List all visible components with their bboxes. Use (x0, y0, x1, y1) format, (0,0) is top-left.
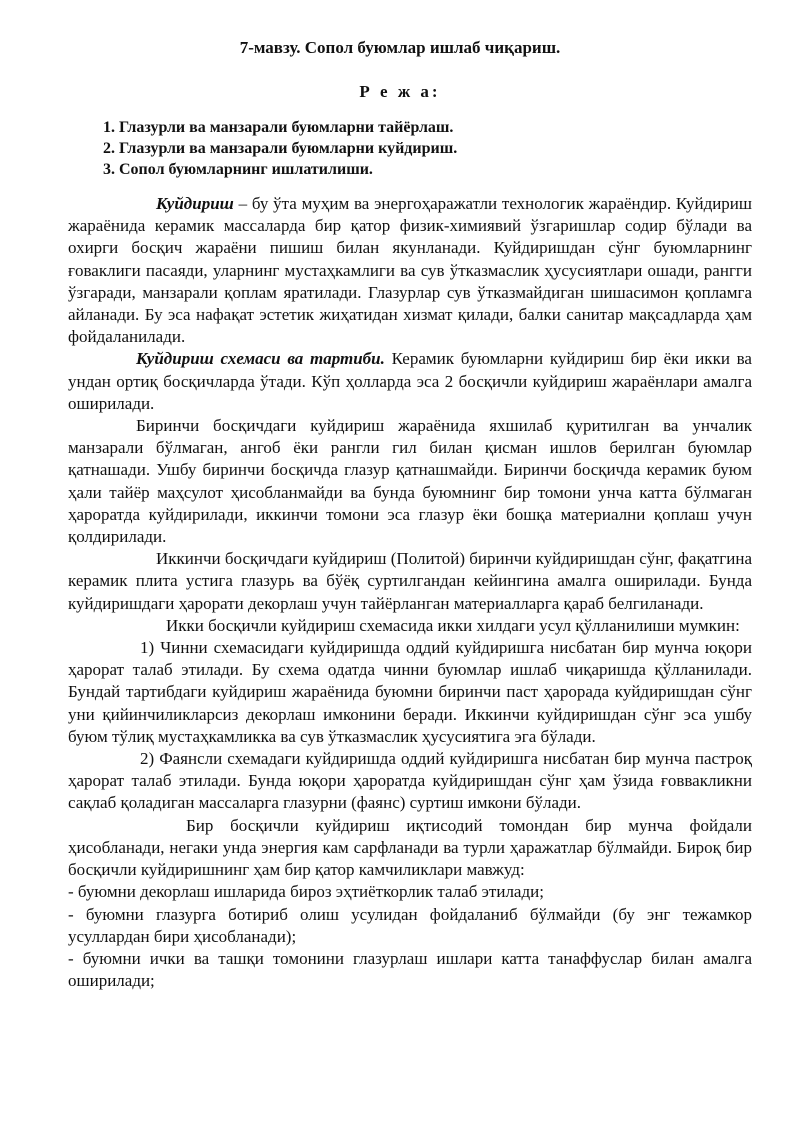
body-text (68, 193, 752, 992)
paragraph-4: Иккинчи босқичдаги куйдириш (Политой) биринчи куйдиришдан сўнг, фақатгина керамик плита устига глазурь ва бўёқ суртилгандан кейингина амалга оширилади. Бунда куйдиришдаги ҳарорати декорлаш учун тайёрланган материалларга қараб белгиланади. (68, 549, 752, 613)
paragraph-1 (68, 193, 752, 348)
term-scheme: Куйдириш схемаси ва тартиби. (136, 349, 385, 369)
document-title: 7-мавзу. Сопол буюмлар ишлаб чиқариш. (239, 38, 561, 57)
plan-item: 2. Глазурли ва манзарали буюмларни куйдириш. (103, 140, 458, 157)
paragraph-2-text: Керамик буюмларни куйдириш бир ёки икки ва ундан ортиқ босқичларда ўтади. Кўп ҳолларда эса 2 босқичли куйдириш жараёнлари амалга оширилади. (68, 349, 752, 413)
paragraph-6: 1) Чинни схемасидаги куйдиришда оддий куйдиришга нисбатан бир мунча юқори ҳарорат талаб этилади. Бу схема одатда чинни буюмлар ишлаб чиқаришда қўлланилади. Бундай тартибдаги куйдириш жараёнида буюмни биринчи паст ҳарорада куйдиришдан сўнг уни қийинчиликларсиз декорлаш имконини беради. Иккинчи куйдиришдан сўнг эса ушбу буюм тўлиқ мустаҳкамликка ва сув ўтказмаслик ҳусусиятига эга бўлади. (68, 638, 752, 746)
paragraph-5: Икки босқичли куйдириш схемасида икки хилдаги усул қўлланилиши мумкин: (166, 615, 740, 635)
paragraph-3: Биринчи босқичдаги куйдириш жараёнида яхшилаб қуритилган ва унчалик манзарали бўлмаган, ангоб ёки рангли гил билан қисман ишлов берилган буюмлар қатнашади. Ушбу биринчи босқичда глазур қатнашмайди. Биринчи босқичда керамик буюм ҳали тайёр маҳсулот ҳисобланмайди ва бунда буюмнинг бир томони унча катта бўлмаган ҳароратда куйдирилади, иккинчи томони эса глазур ёки бошқа материални қоплаш учун қолдирилади. (68, 416, 752, 547)
drawback-item-2: - буюмни глазурга ботириб олиш усулидан фойдаланиб бўлмайди (бу энг тежамкор усуллардан бири ҳисобланади); (68, 904, 752, 946)
plan-item: 1. Глазурли ва манзарали буюмларни тайёрлаш. (103, 119, 454, 136)
plan-item: 3. Сопол буюмларнинг ишлатилиши. (103, 161, 373, 178)
paragraph-8: Бир босқичли куйдириш иқтисодий томондан бир мунча фойдали ҳисобланади, негаки унда энергия кам сарфланади ва турли ҳаражатлар бўлмайди. Бироқ бир босқичли куйдиришнинг ҳам бир қатор камчиликлари мавжуд: (68, 815, 752, 880)
plan-list (103, 117, 457, 180)
paragraph-7: 2) Фаянсли схемадаги куйдиришда оддий куйдиришга нисбатан бир мунча пастроқ ҳарорат талаб этилади. Бунда юқори ҳароратда куйдиришдан сўнг ҳам ўзида ғоввакликни сақлаб қоладиган массаларга глазурни (фаянс) суртиш имкони бўлади. (68, 749, 752, 813)
paragraph-2 (68, 348, 752, 415)
drawback-item-1: - буюмни декорлаш ишларида бироз эҳтиёткорлик талаб этилади; (68, 882, 544, 902)
term-kuydirish: Куйдириш (156, 194, 234, 213)
paragraph-1-text: – бу ўта муҳим ва энергоҳаражатли технологик жараёндир. Куйдириш жараёнида керамик массаларда бир қатор физик-химиявий ўзгаришлар содир бўлади ва охирги босқич жараёни пишиш билан якунланади. Куйдиришдан сўнг буюмларнинг ғоваклиги пасаяди, уларнинг мустаҳкамлиги ва сув ўтказмаслик ҳусусиятлари ошади, рангги ўзгаради, манзарали қоплам яратилади. Глазурлар сув ўтказмайдиган шишасимон қопламга айланади. Бу эса нафақат эстетик жиҳатидан хизмат қилади, балки санитар мақсадларда ҳам фойдаланилади. (68, 194, 752, 347)
plan-heading: Р е ж а: (359, 82, 441, 101)
drawback-item-3: - буюмни ички ва ташқи томонини глазурлаш ишлари катта танаффуслар билан амалга оширилади; (68, 948, 752, 991)
